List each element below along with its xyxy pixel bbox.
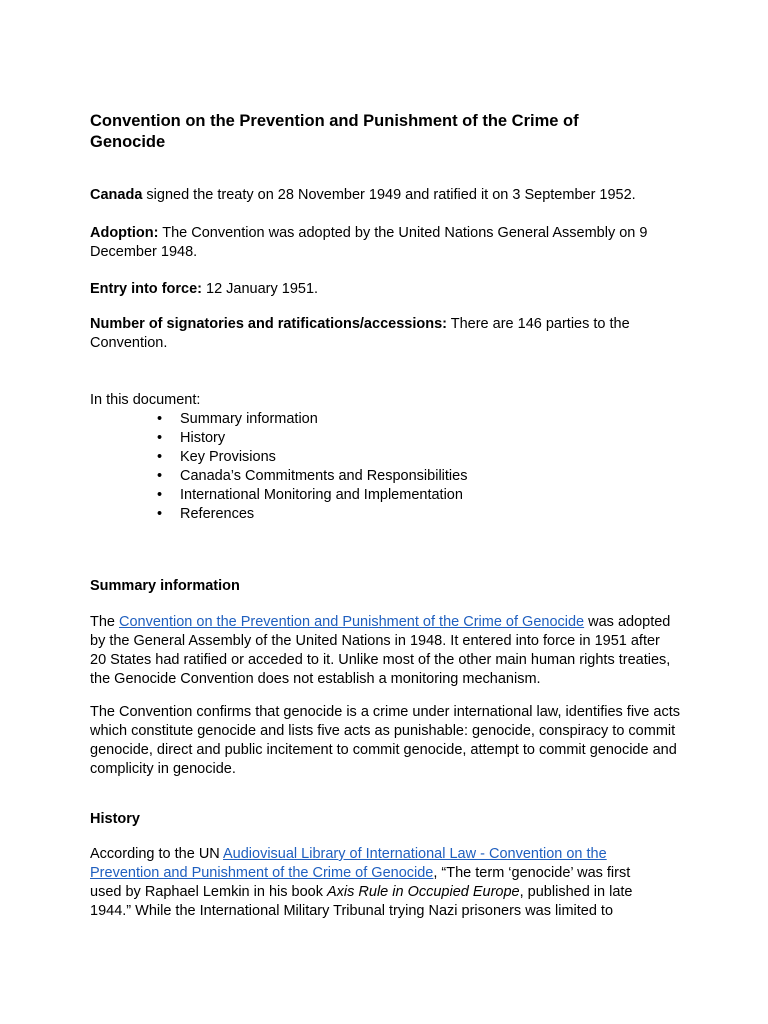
adoption-label: Adoption: — [90, 225, 159, 241]
entry-into-force-text: 12 January 1951. — [201, 281, 319, 297]
audiovisual-library-link[interactable]: Audiovisual Library of International Law - Convention on the Prevention and Punishment of the Crime of Genocide — [90, 846, 607, 881]
canada-label: Canada — [90, 187, 143, 203]
signatories-label: Number of signatories and ratifications/accessions: — [90, 316, 447, 332]
bullet-icon: • — [157, 449, 163, 466]
bullet-icon: • — [157, 487, 163, 504]
summary-paragraph-1 — [90, 613, 680, 689]
history-paragraph — [90, 845, 660, 921]
toc-intro: In this document: — [90, 392, 201, 408]
bullet-icon: • — [157, 468, 163, 485]
toc-item-label: International Monitoring and Implementation — [180, 487, 463, 504]
history-heading: History — [90, 811, 140, 827]
toc-item-label: Summary information — [180, 411, 318, 427]
toc-item-label: References — [180, 506, 255, 523]
signatories-text: There are 146 parties to the Convention. — [90, 316, 630, 351]
toc-item-label: Canada’s Commitments and Responsibilities — [180, 468, 468, 485]
entry-into-force-paragraph — [90, 280, 690, 299]
summary-paragraph-2: The Convention confirms that genocide is a crime under international law, identifies five acts which constitute genocide and lists five acts as punishable: genocide, conspiracy to commit genocide, direct and public incitement to commit genocide, attempt to commit genocide and complicity in genocide. — [90, 704, 680, 777]
signatories-paragraph — [90, 315, 670, 353]
history-text-post: , published in late 1944.” While the International Military Tribunal trying Nazi prisoners was limited to — [90, 884, 633, 919]
adoption-text: The Convention was adopted by the United Nations General Assembly on 9 December 1948. — [90, 225, 648, 260]
toc-item[interactable] — [90, 505, 467, 524]
toc-item[interactable] — [90, 467, 467, 486]
toc-item-label: Key Provisions — [180, 449, 276, 466]
bullet-icon: • — [157, 430, 163, 447]
document-title: Convention on the Prevention and Punishment of the Crime of Genocide — [90, 112, 579, 151]
genocide-convention-link[interactable]: Convention on the Prevention and Punishment of the Crime of Genocide — [119, 614, 585, 630]
toc-list — [90, 410, 467, 525]
summary-heading: Summary information — [90, 578, 240, 594]
bullet-icon: • — [157, 411, 163, 427]
book-title: Axis Rule in Occupied Europe — [326, 884, 520, 900]
adoption-paragraph — [90, 224, 680, 262]
toc-item[interactable] — [90, 486, 467, 505]
entry-into-force-label: Entry into force: — [90, 281, 202, 297]
canada-paragraph — [90, 186, 690, 205]
canada-text: signed the treaty on 28 November 1949 and ratified it on 3 September 1952. — [142, 187, 636, 203]
toc-item[interactable] — [90, 410, 467, 429]
toc-item[interactable] — [90, 429, 467, 448]
bullet-icon: • — [157, 506, 163, 523]
toc-item[interactable] — [90, 448, 467, 467]
summary-text-pre: The — [90, 614, 120, 630]
history-text-mid: , “The term ‘genocide’ was first used by Raphael Lemkin in his book — [90, 865, 631, 900]
history-text-pre: According to the UN — [90, 846, 223, 862]
summary-text-post: was adopted by the General Assembly of the United Nations in 1948. It entered into force in 1951 after 20 States had ratified or acceded to it. Unlike most of the other main human rights treaties, the Genocide Convention does not establish a monitoring mechanism. — [90, 614, 671, 687]
toc-item-label: History — [180, 430, 226, 447]
